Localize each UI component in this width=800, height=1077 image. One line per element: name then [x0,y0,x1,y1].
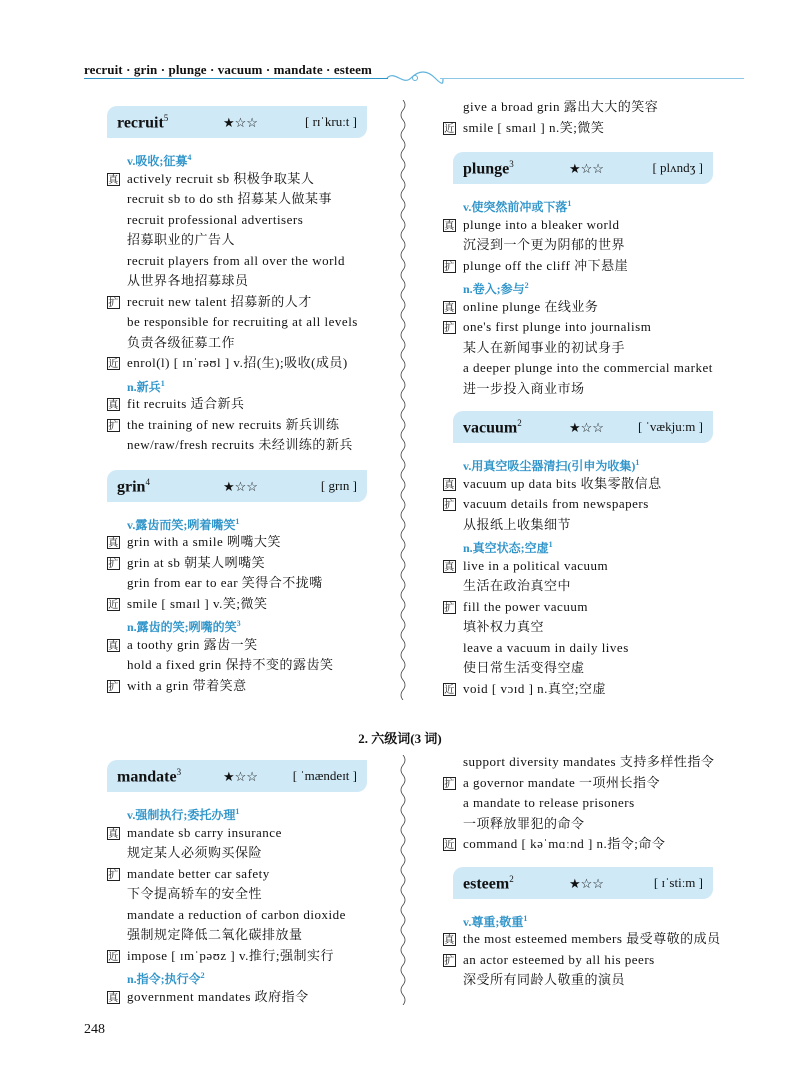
example-line: 真 actively recruit sb 积极争取某人 [108,170,315,186]
synonym-line: 近 smile [ smaɪl ] v.笑;微笑 [108,595,268,611]
phonetic: [ ˈvækjuːm ] [638,419,703,434]
tag-zhen: 真 [108,992,119,1004]
tag-jin: 近 [444,840,455,851]
example-line: 真 online plunge 在线业务 [444,298,599,314]
example-line: be responsible for recruiting at all levels [127,314,358,329]
example-line: 扩 recruit new talent 招募新的人才 [108,293,312,309]
example-line: a mandate to release prisoners [463,795,635,810]
example-line: 真 plunge into a bleaker world [444,216,620,232]
tag-zhen: 真 [444,935,455,946]
translation-line: 沉浸到一个更为阴郁的世界 [463,237,626,252]
sense-line: v.尊重;敬重$^1$ [463,913,528,929]
tag-jin: 近 [108,951,119,963]
example-line: 扩 one's first plunge into journalism [444,319,652,334]
headword: esteem$^2$ [463,873,514,892]
example-line: 真 vacuum up data bits 收集零散信息 [444,475,662,491]
header-rule [84,78,388,79]
entry-header-grin [107,470,367,502]
tag-zhen: 真 [108,400,119,411]
example-line: 扩 grin at sb 朝某人咧嘴笑 [108,554,266,570]
tag-zhen: 真 [444,220,455,232]
sense-line: n.新兵$^1$ [127,378,165,394]
example-line: 扩 a governor mandate 一项州长指令 [444,774,660,790]
difficulty-stars: ★☆☆ [223,478,258,494]
example-line: 扩 fill the power vacuum [444,598,588,614]
example-line: recruit professional advertisers [127,211,304,227]
tag-kuo: 扩 [108,297,119,309]
tag-zhen: 真 [444,302,455,314]
tag-kuo: 扩 [108,558,119,570]
example-line: 真 live in a political vacuum [444,557,609,573]
example-line: support diversity mandates 支持多样性指令 [463,754,715,769]
translation-line: 招募职业的广告人 [127,232,236,247]
headword: mandate$^3$ [117,767,182,786]
synonym-line: 近 impose [ ɪmˈpəʊz ] v.推行;强制实行 [108,947,334,963]
entry-header-mandate [107,760,367,792]
headword: grin$^4$ [117,476,150,495]
translation-line: 深受所有同龄人敬重的演员 [463,972,626,987]
translation-line: 某人在新闻事业的初试身手 [463,339,626,355]
tag-kuo: 扩 [444,261,455,273]
translation-line: 规定某人必须购买保险 [127,845,263,860]
example-line: leave a vacuum in daily lives [463,639,629,655]
tag-kuo: 扩 [108,681,119,693]
headword: recruit$^5$ [117,113,169,132]
left-column-top [107,100,397,696]
header-rule-right [440,78,744,79]
tag-kuo: 扩 [444,500,455,511]
example-line: 扩 an actor esteemed by all his peers [444,951,655,967]
entry-header-vacuum [453,411,713,443]
tag-kuo: 扩 [108,869,119,881]
translation-line: 填补权力真空 [463,619,545,634]
section-title: 2. 六级词(3 词) [358,731,442,746]
sense-line: v.强制执行;委托办理$^1$ [127,807,240,822]
sense-line: v.使突然前冲或下落$^1$ [463,199,572,214]
example-line: 真 mandate sb carry insurance [108,824,282,840]
column-divider-bottom [398,755,408,1005]
translation-line: 强制规定降低二氧化碳排放量 [127,927,303,942]
tag-zhen: 真 [108,538,119,549]
tag-zhen: 真 [108,174,119,186]
translation-line: 生活在政治真空中 [463,578,572,593]
tag-kuo: 扩 [444,778,455,790]
difficulty-stars: ★☆☆ [569,875,604,891]
example-line: 真 the most esteemed members 最受尊敬的成员 [444,931,721,946]
translation-line: 一项释放罪犯的命令 [463,815,585,831]
difficulty-stars: ★☆☆ [569,161,604,176]
translation-line: 负责各级征募工作 [127,334,236,350]
tag-kuo: 扩 [444,323,455,334]
header-ornament [385,70,445,86]
example-line: 真 grin with a smile 咧嘴大笑 [108,534,281,549]
tag-kuo: 扩 [444,955,455,967]
sense-line: n.指令;执行令$^2$ [127,971,205,986]
headword: plunge$^3$ [463,159,514,178]
tag-zhen: 真 [108,828,119,840]
difficulty-stars: ★☆☆ [223,769,258,784]
tag-zhen: 真 [444,479,455,491]
difficulty-stars: ★☆☆ [223,115,258,130]
column-divider-top [398,100,408,700]
synonym-line: 近 command [ kəˈmɑːnd ] n.指令;命令 [444,836,666,851]
sense-line: v.露齿而笑;咧着嘴笑$^1$ [127,516,240,532]
tag-jin: 近 [108,359,119,370]
right-column-top [443,97,743,699]
entry-header-plunge [453,152,713,184]
tag-zhen: 真 [108,640,119,652]
left-column-bottom [107,754,397,1007]
running-header: recruit · grin · plunge · vacuum · mandate · esteem [84,62,372,77]
translation-line: 下令提高轿车的安全性 [127,886,263,901]
example-line: mandate a reduction of carbon dioxide [127,906,346,922]
example-line: recruit sb to do sth 招募某人做某事 [127,191,333,206]
phonetic: [ ɪˈstiːm ] [653,874,703,890]
entry-header-esteem [453,867,713,899]
sense-line: v.吸收;征募$^4$ [127,153,192,168]
synonym-line: 近 enrol(l) [ ɪnˈrəʊl ] v.招(生);吸收(成员) [108,355,348,370]
example-line: 真 a toothy grin 露齿一笑 [108,636,258,652]
example-line: 扩 mandate better car safety [108,865,270,881]
example-line: new/raw/fresh recruits 未经训练的新兵 [127,437,353,452]
example-line: 扩 with a grin 带着笑意 [108,677,247,693]
tag-jin: 近 [444,123,455,135]
entry-header-recruit [107,106,367,138]
example-line: grin from ear to ear 笑得合不拢嘴 [127,575,323,590]
right-column-bottom [443,752,743,991]
translation-line: 使日常生活变得空虚 [463,660,585,675]
phonetic: [ plʌndʒ ] [652,160,703,175]
sense-line: n.卷入;参与$^2$ [463,281,529,296]
sense-line: n.露齿的笑;咧嘴的笑$^3$ [127,619,241,634]
headword: vacuum$^2$ [463,418,522,437]
phonetic: [ rɪˈkruːt ] [305,114,357,129]
translation-line: 从报纸上收集细节 [463,516,572,532]
phonetic: [ grɪn ] [320,477,357,493]
sense-line: v.用真空吸尘器清扫(引申为收集)$^1$ [463,458,640,473]
translation-line: 进一步投入商业市场 [463,380,585,396]
page-number: 248 [84,1022,105,1037]
tag-jin: 近 [108,599,119,611]
example-line: 真 government mandates 政府指令 [108,988,309,1004]
translation-line: 从世界各地招募球员 [127,273,249,288]
tag-kuo: 扩 [108,420,119,432]
phonetic: [ ˈmændeɪt ] [292,768,357,783]
example-line: recruit players from all over the world [127,252,346,268]
sense-line: n.真空状态;空虚$^1$ [463,540,553,555]
synonym-line: 近 void [ vɔɪd ] n.真空;空虚 [444,680,607,696]
example-line: 扩 vacuum details from newspapers [444,496,649,511]
tag-zhen: 真 [444,561,455,573]
example-line: 真 fit recruits 适合新兵 [108,396,245,411]
tag-jin: 近 [444,684,455,696]
example-line: hold a fixed grin 保持不变的露齿笑 [127,657,334,672]
tag-kuo: 扩 [444,602,455,614]
example-line: 扩 plunge off the cliff 冲下悬崖 [444,257,629,273]
difficulty-stars: ★☆☆ [569,420,604,435]
example-line: 扩 the training of new recruits 新兵训练 [108,416,340,432]
synonym-line: 近 smile [ smaɪl ] n.笑;微笑 [444,119,605,135]
example-line: give a broad grin 露出大大的笑容 [463,99,659,114]
example-line: a deeper plunge into the commercial market [463,360,713,375]
